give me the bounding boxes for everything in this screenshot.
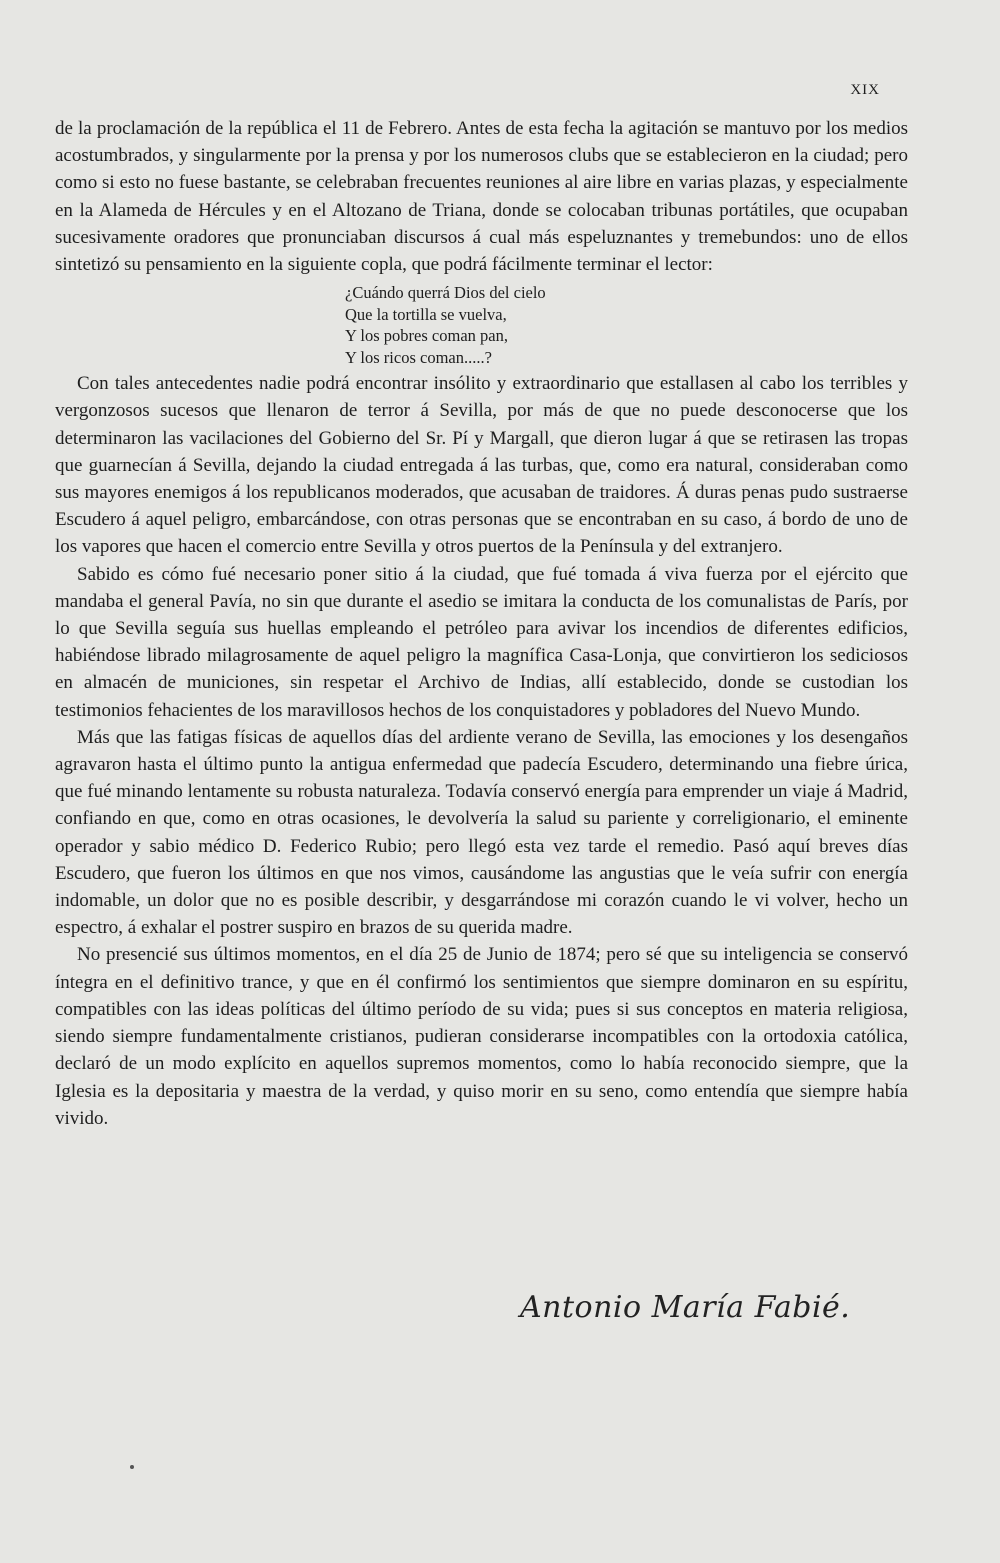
ink-speck — [130, 1465, 134, 1469]
verse-line-1: ¿Cuándo querrá Dios del cielo — [345, 283, 546, 303]
paragraph-1: de la proclamación de la república el 11 de Febrero. Antes de esta fecha la agitación se mantuvo por los medios acostumbrados, y singularmente por la prensa y por los numerosos clubs que se establecieron en la ciudad; pero como si esto no fuese bastante, se celebraban frecuentes reuniones al aire libre en varias plazas, y especialmente en la Alameda de Hércules y en el Altozano de Triana, donde se colocaban tribunas portátiles, que ocupaban sucesivamente oradores que pronunciaban discursos á cual más espeluznantes y tremebundos: uno de ellos sintetizó su pensamiento en la siguiente copla, que podrá fácilmente terminar el lector: — [55, 118, 908, 276]
body-text — [55, 115, 908, 1132]
author-signature: Antonio María Fabié. — [520, 1290, 851, 1325]
verse-line-4: Y los ricos coman.....? — [345, 347, 492, 367]
verse-line-2: Que la tortilla se vuelva, — [345, 304, 507, 324]
verse-quatrain — [345, 282, 908, 368]
page-number: XIX — [850, 82, 880, 98]
paragraph-4: Más que las fatigas físicas de aquellos días del ardiente verano de Sevilla, las emociones y los desengaños agravaron hasta el último punto la antigua enfermedad que padecía Escudero, determinando una fiebre úrica, que fué minando lentamente su robusta naturaleza. Todavía conservó energía para emprender un viaje á Madrid, confiando en que, como en otras ocasiones, le devolvería la salud su pariente y correligionario, el eminente operador y sabio médico D. Federico Rubio; pero llegó esta vez tarde el remedio. Pasó aquí breves días Escudero, que fueron los últimos en que nos vimos, causándome las angustias que le veía sufrir con energía indomable, un dolor que no es posible describir, y desgarrándose mi corazón cuando le vi volver, hecho un espectro, á exhalar el postrer suspiro en brazos de su querida madre. — [55, 726, 908, 939]
paragraph-3: Sabido es cómo fué necesario poner sitio á la ciudad, que fué tomada á viva fuerza por el ejército que mandaba el general Pavía, no sin que durante el asedio se imitara la conducta de los comunalistas de París, por lo que Sevilla seguía sus huellas empleando el petróleo para avivar los incendios de diferentes edificios, habiéndose librado milagrosamente de aquel peligro la magnífica Casa-Lonja, que convirtieron los sediciosos en almacén de municiones, sin respetar el Archivo de Indias, allí establecido, donde se custodian los testimonios fehacientes de los maravillosos hechos de los conquistadores y pobladores del Nuevo Mundo. — [55, 563, 908, 721]
verse-line-3: Y los pobres coman pan, — [345, 326, 508, 346]
paragraph-2: Con tales antecedentes nadie podrá encontrar insólito y extraordinario que estallasen al cabo los terribles y vergonzosos sucesos que llenaron de terror á Sevilla, por más de que no puede desconocerse que los determinaron las vacilaciones del Gobierno del Sr. Pí y Margall, que dieron lugar á que se retirasen las tropas que guarnecían á Sevilla, dejando la ciudad entregada á las turbas, que, como era natural, consideraban como sus mayores enemigos á los republicanos moderados, que acusaban de traidores. Á duras penas pudo sustraerse Escudero á aquel peligro, embarcándose, con otras personas que se encontraban en su caso, á bordo de uno de los vapores que hacen el comercio entre Sevilla y otros puertos de la Península y del extranjero. — [55, 373, 908, 558]
paragraph-5: No presencié sus últimos momentos, en el día 25 de Junio de 1874; pero sé que su inteligencia se conservó íntegra en el definitivo trance, y que en él confirmó los sentimientos que siempre dominaron en su espíritu, compatibles con las ideas políticas del último período de su vida; pues si sus conceptos en materia religiosa, siendo siempre fundamentalmente cristianos, pudieran considerarse incompatibles con la ortodoxia católica, declaró de un modo explícito en aquellos supremos momentos, como lo había reconocido siempre, que la Iglesia es la depositaria y maestra de la verdad, y quiso morir en su seno, como entendía que siempre había vivido. — [55, 944, 908, 1129]
